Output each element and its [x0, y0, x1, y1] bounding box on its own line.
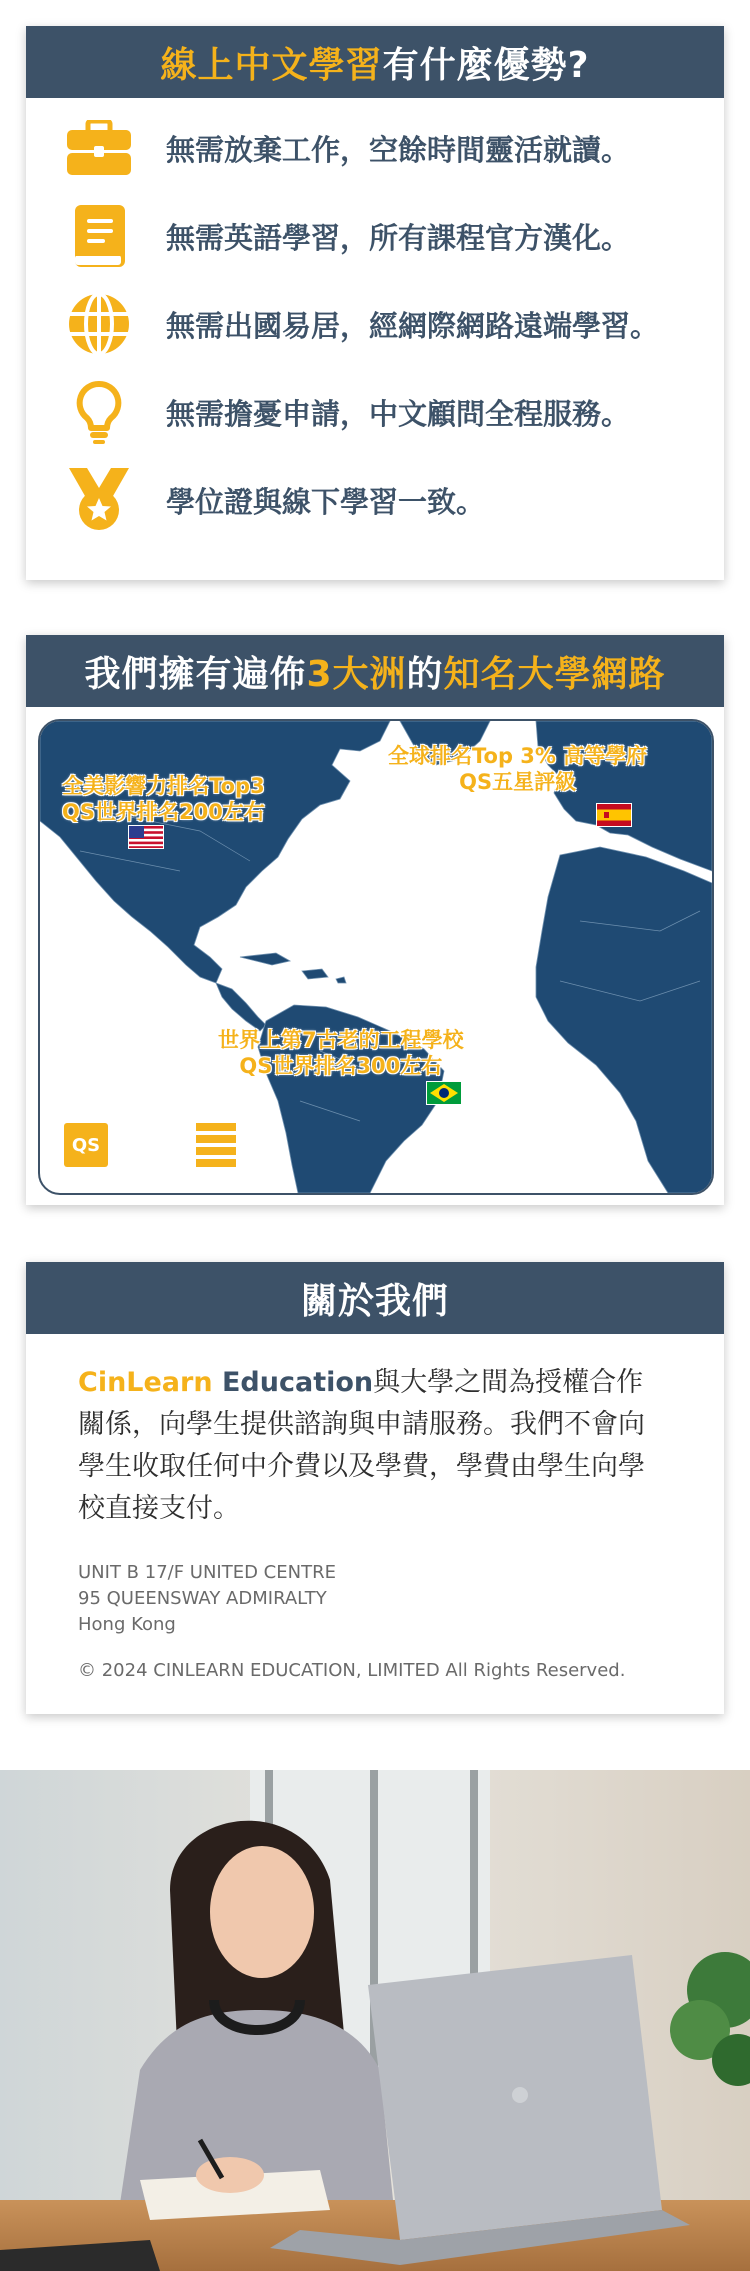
address-line2: 95 QUEENSWAY ADMIRALTY — [78, 1588, 327, 1609]
network-title-a: 我們擁有遍佈 — [84, 653, 307, 695]
spain-flag-icon — [596, 803, 632, 827]
book-icon — [64, 201, 134, 271]
usa-flag-icon — [128, 825, 164, 849]
benefits-title-highlight: 線上中文學習 — [160, 44, 383, 86]
copyright-text: © 2024 CINLEARN EDUCATION, LIMITED All Rights Reserved. — [78, 1660, 626, 1681]
qs-logo-mark: QS — [64, 1123, 108, 1167]
medal-icon — [64, 465, 134, 535]
usa-university-label — [62, 773, 265, 825]
brazil-label-line2: QS世界排名300左右 — [239, 1054, 443, 1078]
brazil-label-line1: 世界上第7古老的工程學校 — [218, 1028, 464, 1052]
benefit-text: 無需放棄工作，空餘時間靈活就讀。 — [166, 132, 631, 167]
network-card — [26, 635, 724, 1205]
address-line3: Hong Kong — [78, 1614, 176, 1635]
lightbulb-icon — [64, 377, 134, 447]
benefit-list — [26, 98, 724, 544]
usa-label-line2: QS世界排名200左右 — [62, 800, 265, 824]
about-card — [26, 1262, 724, 1714]
benefit-text: 無需出國易居，經網際網路遠端學習。 — [166, 308, 660, 343]
network-title-d: 知名大學網路 — [443, 653, 666, 695]
brand-name-part2: Education — [212, 1367, 374, 1398]
spain-label-line2: QS五星評級 — [459, 770, 577, 794]
benefit-text: 學位證與線下學習一致。 — [166, 484, 486, 519]
company-address — [78, 1560, 670, 1638]
benefit-text: 無需擔憂申請，中文顧問全程服務。 — [166, 396, 631, 431]
qs-logo-line2: UNIVERSITY — [118, 1137, 193, 1150]
about-description-text: 與大學之間為授權合作關係，向學生提供諮詢與申請服務。我們不會向學生收取任何中介費以及學費，學費由學生向學校直接支付。 — [78, 1367, 645, 1524]
benefits-title-rest: 有什麼優勢? — [382, 44, 590, 86]
brazil-university-label — [218, 1027, 464, 1079]
brazil-flag-icon — [426, 1081, 462, 1105]
benefit-item-degree — [26, 456, 724, 544]
address-line1: UNIT B 17/F UNITED CENTRE — [78, 1562, 336, 1583]
network-title-c: 的 — [406, 653, 444, 695]
about-description — [78, 1362, 670, 1530]
benefit-item-application — [26, 368, 724, 456]
benefit-item-work — [26, 104, 724, 192]
network-title — [26, 635, 724, 707]
brand-name-part1: CinLearn — [78, 1367, 213, 1398]
qs-logo-text — [112, 1123, 236, 1167]
qs-logo-line1: WORLD — [118, 1123, 165, 1136]
benefits-title — [26, 26, 724, 98]
benefit-item-language — [26, 192, 724, 280]
about-body — [26, 1334, 724, 1681]
benefit-text: 無需英語學習，所有課程官方漢化。 — [166, 220, 631, 255]
globe-icon — [64, 289, 134, 359]
student-photo — [0, 1770, 750, 2271]
usa-label-line1: 全美影響力排名Top3 — [62, 774, 265, 798]
spain-university-label — [388, 743, 647, 795]
spain-label-line1: 全球排名Top 3% 高等學府 — [388, 744, 648, 768]
benefits-card — [26, 26, 724, 580]
briefcase-icon — [64, 113, 134, 183]
world-map — [38, 719, 714, 1195]
qs-rankings-logo — [64, 1123, 236, 1167]
about-title: 關於我們 — [26, 1262, 724, 1334]
benefit-item-remote — [26, 280, 724, 368]
network-title-b: 3大洲 — [306, 653, 407, 695]
qs-logo-line3: RANKINGS — [118, 1151, 183, 1164]
